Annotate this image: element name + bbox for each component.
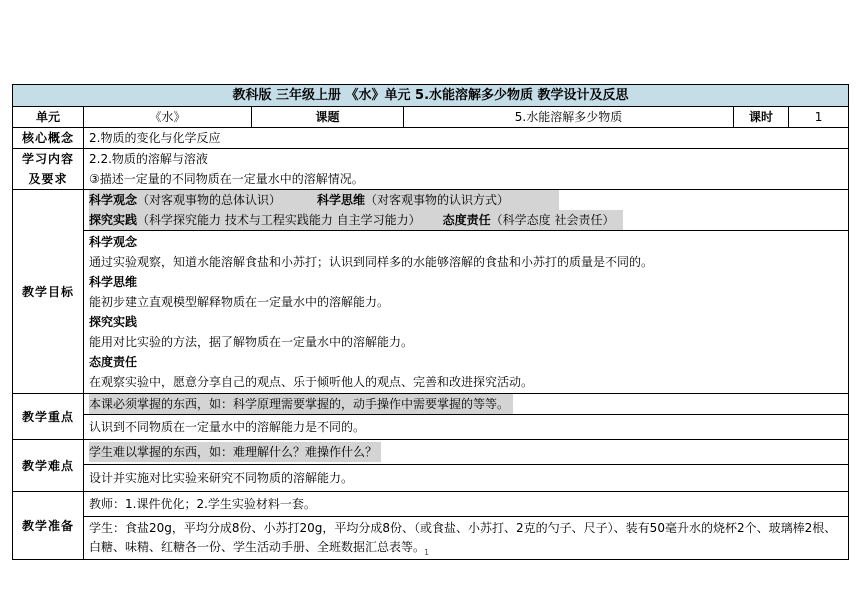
period-label: 课时 <box>734 107 789 128</box>
key-points-label: 教学重点 <box>13 394 84 440</box>
goals-overview <box>84 190 849 231</box>
learning-label-line1: 学习内容 <box>21 152 74 166</box>
overview-attitude-note: （科学态度 社会责任） <box>490 213 615 227</box>
overview-inquiry-note: （科学探究能力 技术与工程实践能力 自主学习能力） <box>137 213 421 227</box>
topic-value: 5.水能溶解多少物质 <box>404 107 734 128</box>
goal-text: 能用对比实验的方法，据了解物质在一定量水中的溶解能力。 <box>89 335 414 349</box>
goal-text: 在观察实验中，愿意分享自己的观点、乐于倾听他人的观点、完善和改进探究活动。 <box>89 375 534 389</box>
unit-value: 《水》 <box>84 107 252 128</box>
period-value: 1 <box>789 107 849 128</box>
preparation-student-row <box>13 517 849 560</box>
topic-label: 课题 <box>252 107 404 128</box>
key-points-row <box>13 415 849 440</box>
key-points-hint: 本课必须掌握的东西，如：科学原理需要掌握的，动手操作中需要掌握的等等。 <box>89 394 513 414</box>
key-points-hint-row <box>13 394 849 415</box>
preparation-teacher-row <box>13 492 849 517</box>
goals-overview-line2 <box>89 210 843 230</box>
learning-line1: 2.2.物质的溶解与溶液 <box>89 152 208 166</box>
lesson-plan-table <box>12 84 849 560</box>
overview-sci-thinking: 科学思维 <box>317 193 366 207</box>
goals-detail-row <box>13 231 849 394</box>
goal-heading: 态度责任 <box>89 355 138 369</box>
goal-text: 能初步建立直观模型解释物质在一定量水中的溶解能力。 <box>89 295 390 309</box>
title-row <box>13 85 849 107</box>
goals-overview-line1 <box>89 190 843 210</box>
difficulties-row <box>13 465 849 492</box>
goals-overview-row <box>13 190 849 231</box>
goal-text: 通过实验观察，知道水能溶解食盐和小苏打；认识到同样多的水能够溶解的食盐和小苏打的质量是不同的。 <box>89 255 654 269</box>
unit-label: 单元 <box>13 107 84 128</box>
difficulties-label: 教学难点 <box>13 440 84 492</box>
learning-line2: ③描述一定量的不同物质在一定量水中的溶解情况。 <box>89 172 364 186</box>
preparation-teacher: 教师：1.课件优化；2.学生实验材料一套。 <box>84 492 849 517</box>
difficulties-hint-cell <box>84 440 849 465</box>
learning-label <box>13 149 84 190</box>
key-points-hint-cell <box>84 394 849 415</box>
overview-sci-concept-note: （对客观事物的总体认识） <box>137 193 282 207</box>
goal-heading: 科学观念 <box>89 235 138 249</box>
difficulties-hint-row <box>13 440 849 465</box>
overview-attitude: 态度责任 <box>442 213 491 227</box>
core-concept-row <box>13 128 849 149</box>
preparation-student: 学生：食盐20g，平均分成8份、小苏打20g，平均分成8份、（或食盐、小苏打、2克的勺子、尺子）、装有50毫升水的烧杯2个、玻璃棒2根、白糖、味精、红糖各一份、学生活动手册、全班数据汇总表等。 <box>84 517 849 560</box>
overview-inquiry: 探究实践 <box>89 213 138 227</box>
goals-label: 教学目标 <box>13 190 84 394</box>
goal-heading: 探究实践 <box>89 315 138 329</box>
difficulties-hint: 学生难以掌握的东西，如：难理解什么？难操作什么？ <box>89 442 381 462</box>
learning-label-line2: 及要求 <box>28 172 68 186</box>
core-concept-text: 2.物质的变化与化学反应 <box>84 128 849 149</box>
header-row <box>13 107 849 128</box>
key-points-text: 认识到不同物质在一定量水中的溶解能力是不同的。 <box>84 415 849 440</box>
learning-row <box>13 149 849 190</box>
core-concept-label: 核心概念 <box>13 128 84 149</box>
document-title: 教科版 三年级上册 《水》单元 5.水能溶解多少物质 教学设计及反思 <box>13 85 849 107</box>
goals-detail <box>84 231 849 394</box>
goal-heading: 科学思维 <box>89 275 138 289</box>
learning-content <box>84 149 849 190</box>
overview-sci-concept: 科学观念 <box>89 193 138 207</box>
overview-sci-thinking-note: （对客观事物的认识方式） <box>365 193 510 207</box>
preparation-label: 教学准备 <box>13 492 84 560</box>
difficulties-text: 设计并实施对比实验来研究不同物质的溶解能力。 <box>84 465 849 492</box>
page-number: 1 <box>424 548 430 557</box>
